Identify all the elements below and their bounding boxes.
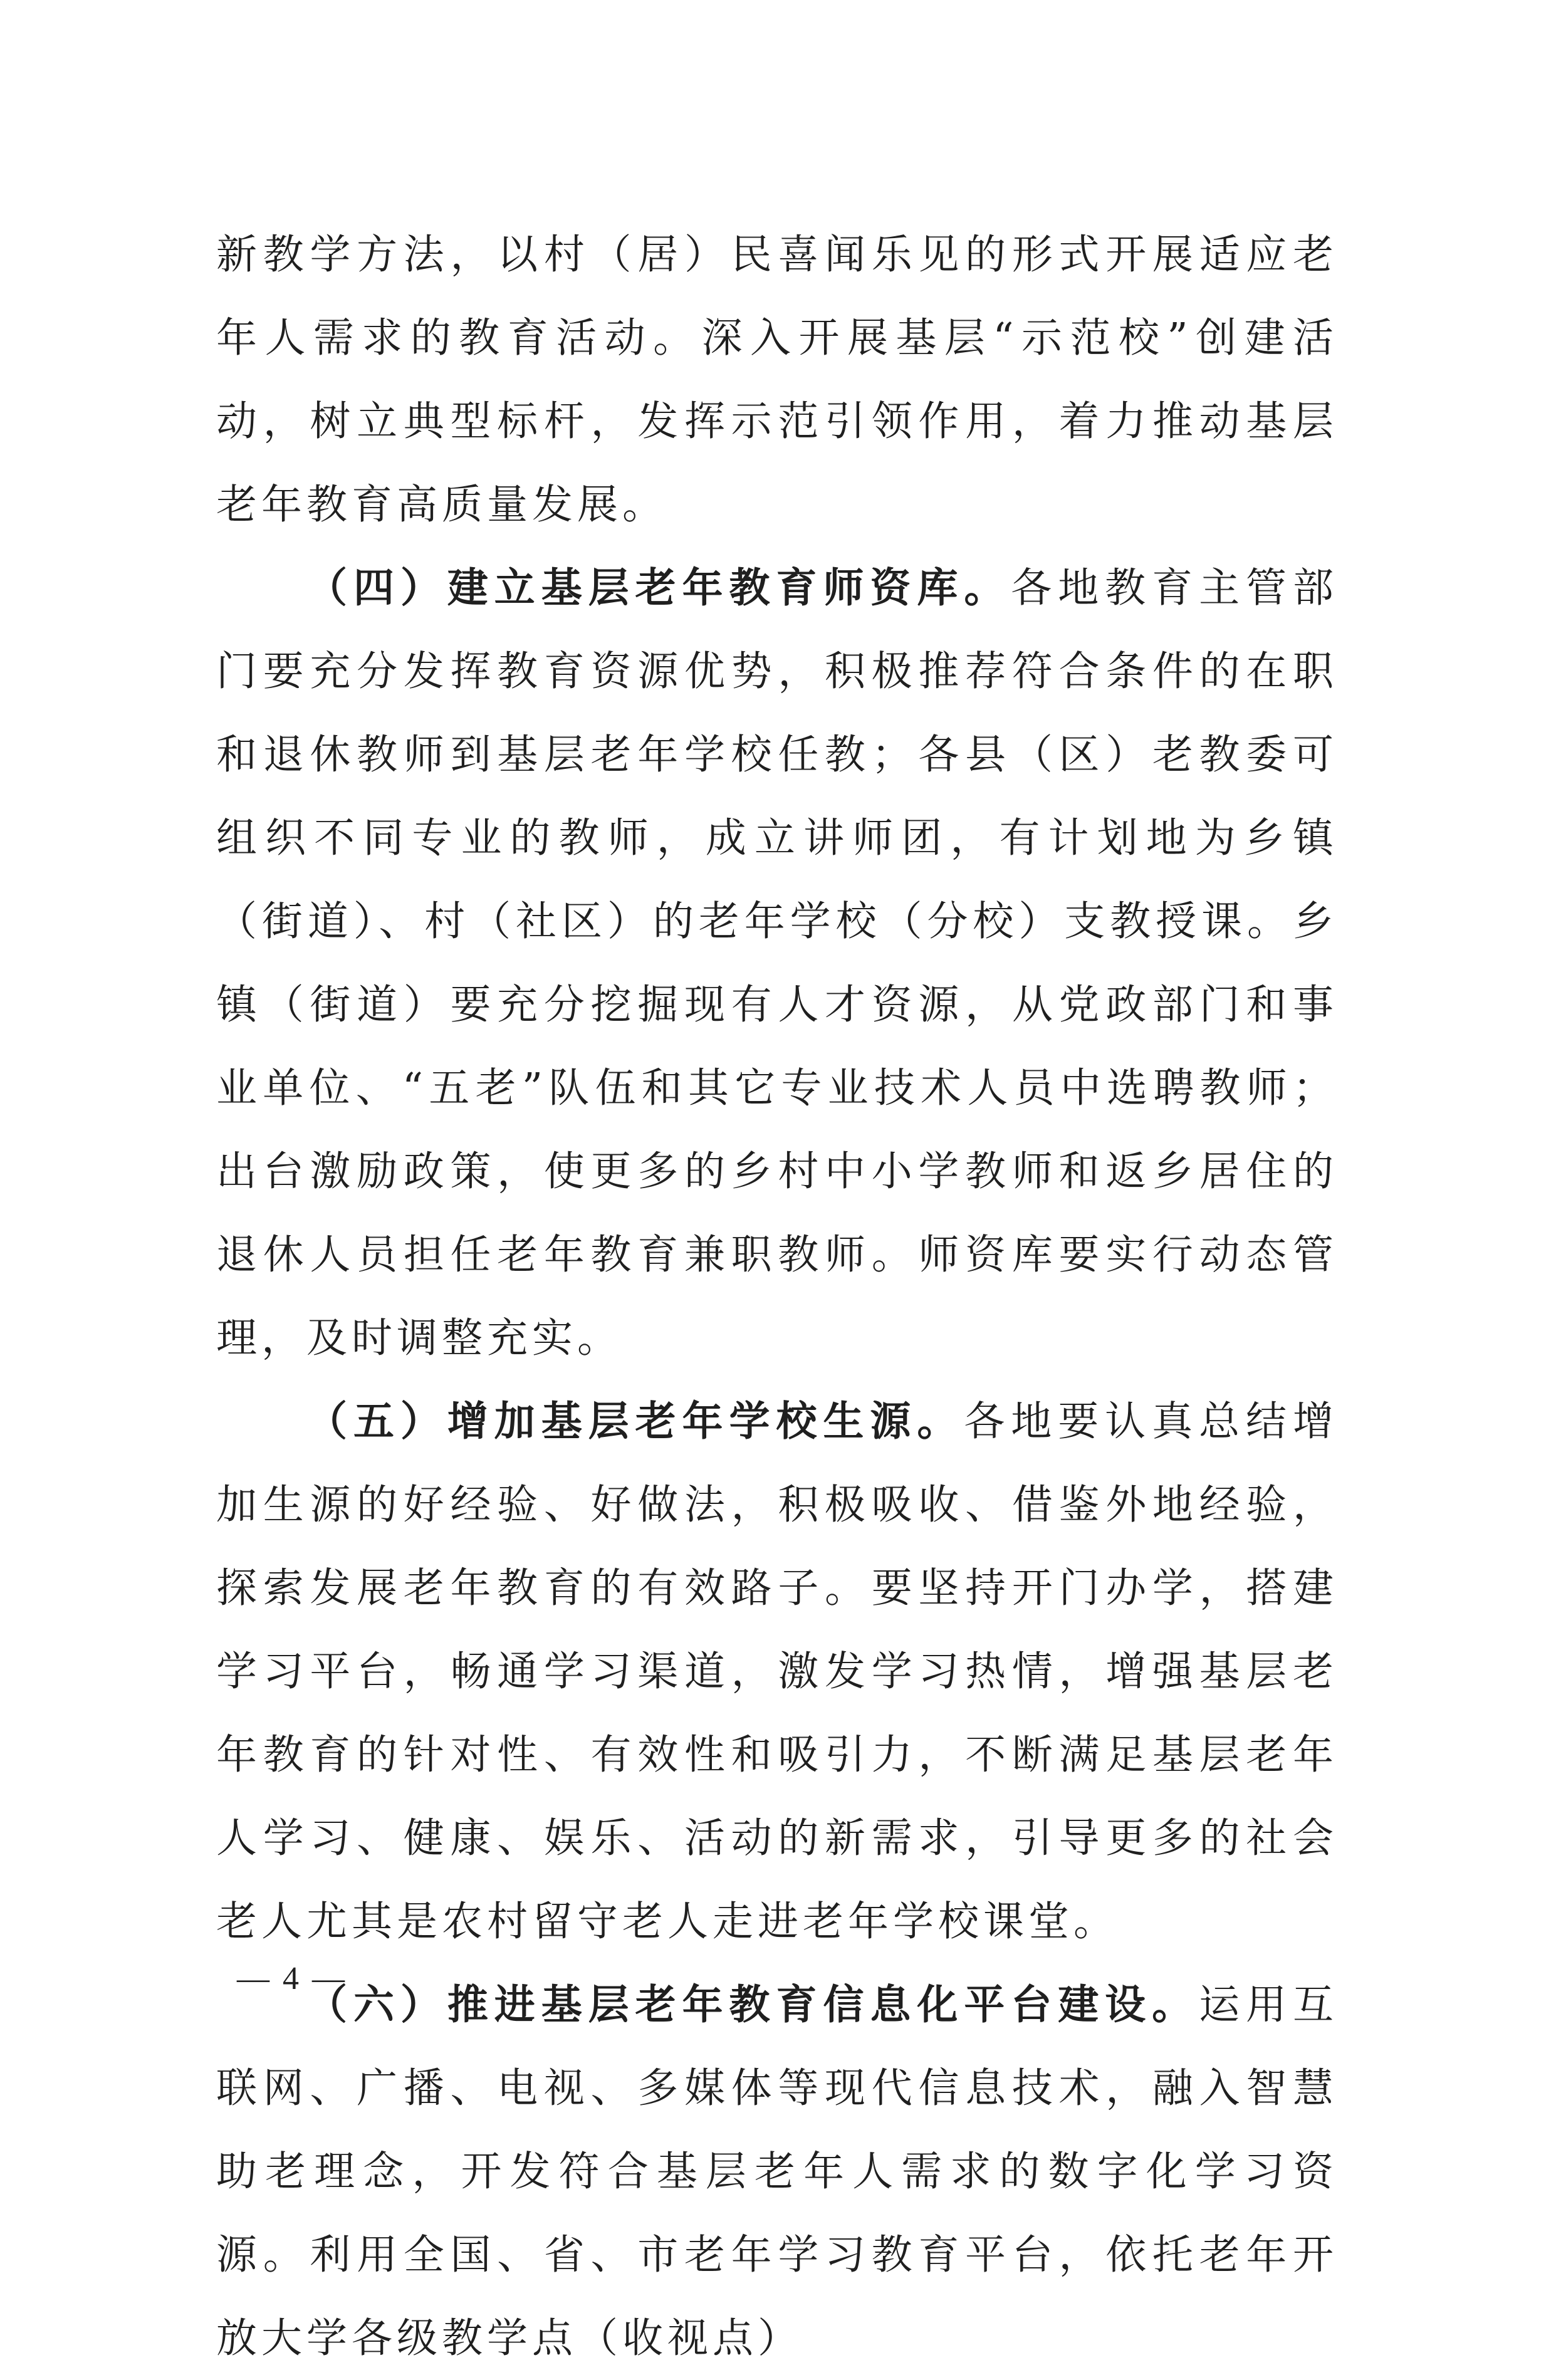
section-heading: （五）增加基层老年学校生源。 [306, 1398, 964, 1445]
page-number: — 4 — [237, 1961, 347, 1996]
paragraph-section-5 [216, 1380, 1338, 1963]
section-heading: （四）建立基层老年教育师资库。 [306, 565, 1011, 612]
paragraph-body: 各地教育主管部门要充分发挥教育资源优势，积极推荐符合条件的在职和退休教师到基层老年学校任教；各县（区）老教委可组织不同专业的教师，成立讲师团，有计划地为乡镇（街道）、村（社区）的老年学校（分校）支教授课。乡镇（街道）要充分挖掘现有人才资源，从党政部门和事业单位、“五老”队伍和其它专业技术人员中选聘教师；出台激励政策，使更多的乡村中小学教师和返乡居住的退休人员担任老年教育兼职教师。师资库要实行动态管理，及时调整充实。 [216, 565, 1338, 1362]
paragraph-body: 运用互联网、广播、电视、多媒体等现代信息技术，融入智慧助老理念，开发符合基层老年人需求的数字化学习资源。利用全国、省、市老年学习教育平台，依托老年开放大学各级教学点（收视点） [216, 1981, 1338, 2362]
body-text [216, 213, 1338, 2380]
paragraph-continuation [216, 213, 1338, 546]
paragraph-body: 新教学方法，以村（居）民喜闻乐见的形式开展适应老年人需求的教育活动。深入开展基层“示范校”创建活动，树立典型标杆，发挥示范引领作用，着力推动基层老年教育高质量发展。 [216, 231, 1338, 528]
section-heading: （六）推进基层老年教育信息化平台建设。 [306, 1981, 1199, 2028]
paragraph-section-4 [216, 546, 1338, 1380]
paragraph-body: 各地要认真总结增加生源的好经验、好做法，积极吸收、借鉴外地经验，探索发展老年教育的有效路子。要坚持开门办学，搭建学习平台，畅通学习渠道，激发学习热情，增强基层老年教育的针对性、有效性和吸引力，不断满足基层老年人学习、健康、娱乐、活动的新需求，引导更多的社会老人尤其是农村留守老人走进老年学校课堂。 [216, 1398, 1338, 1945]
paragraph-section-6 [216, 1963, 1338, 2380]
